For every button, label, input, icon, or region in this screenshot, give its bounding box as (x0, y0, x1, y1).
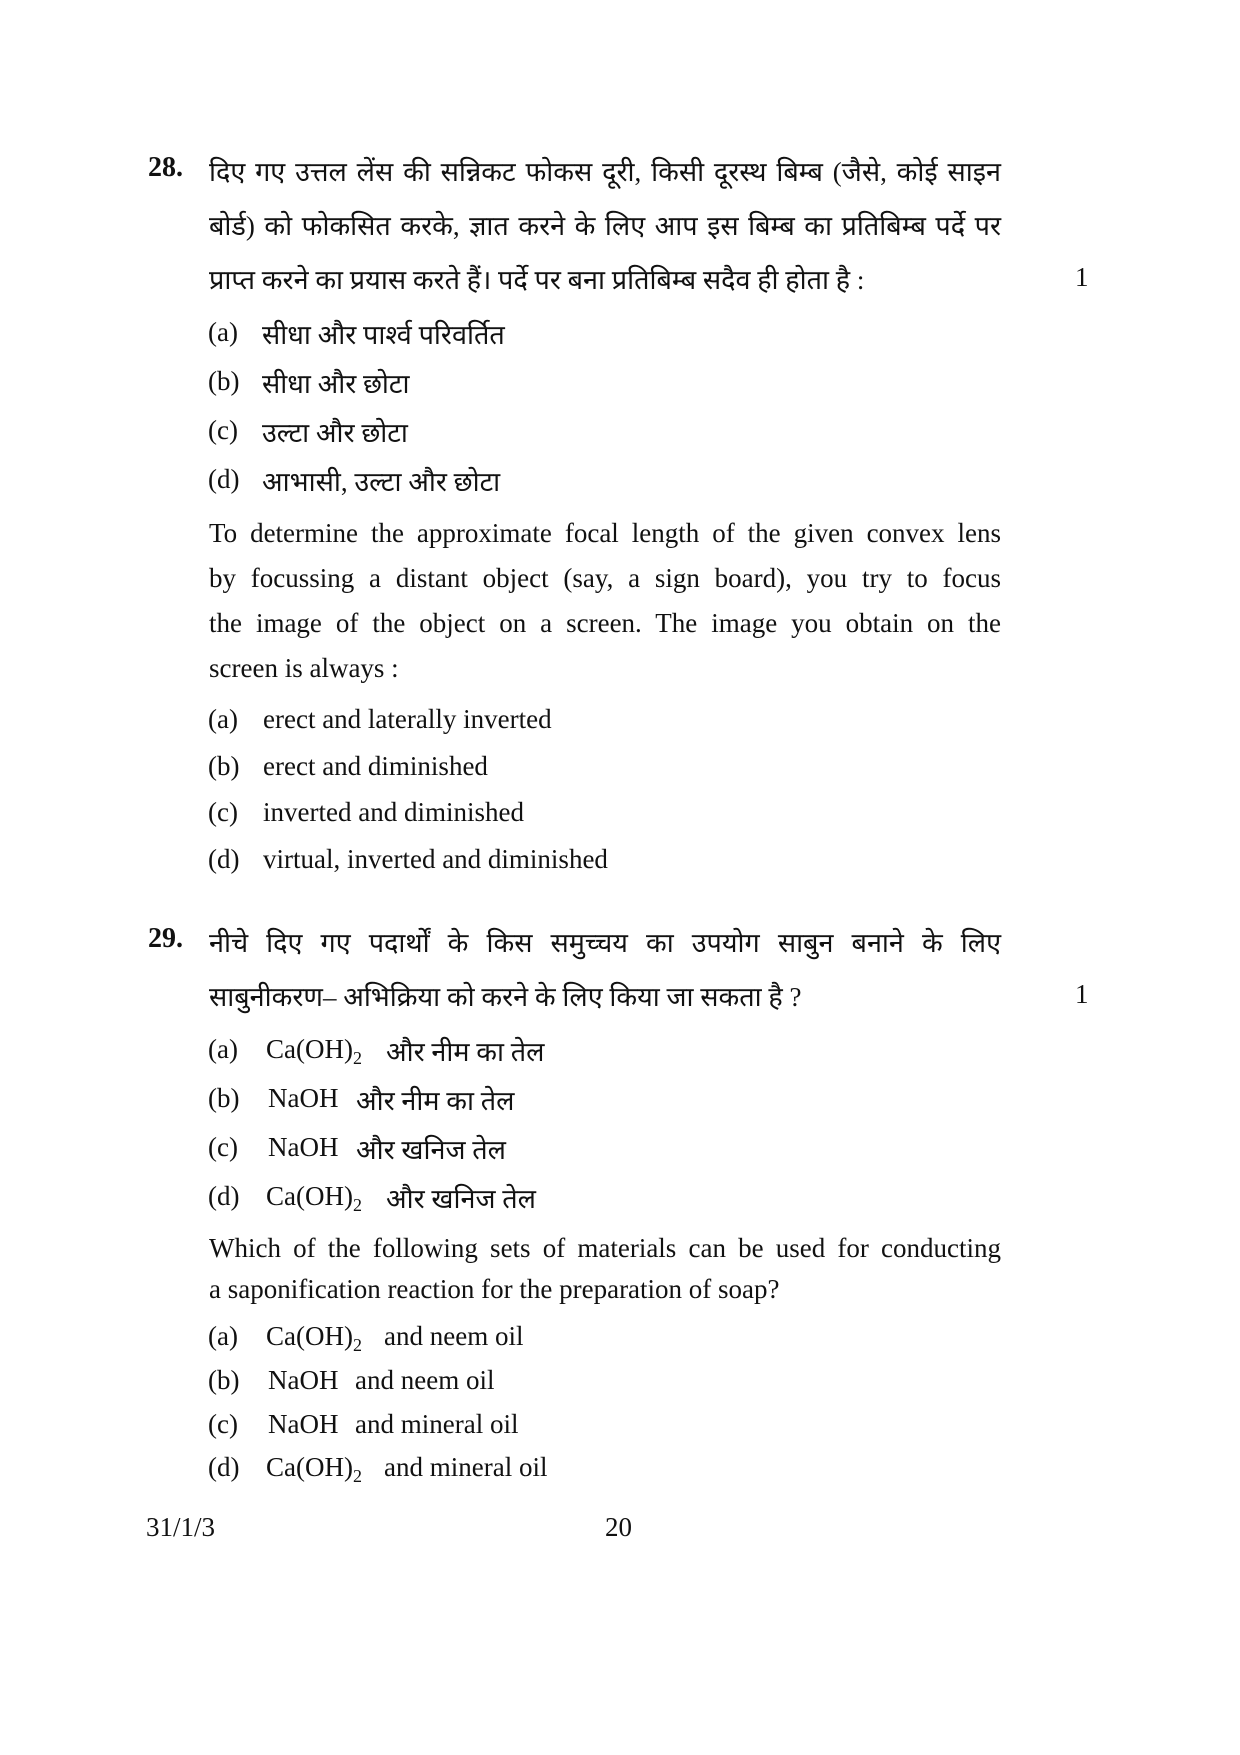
option-label: (c) (208, 1132, 238, 1162)
question-number: 28. (148, 152, 183, 183)
option-formula (266, 1452, 362, 1486)
option-text: and neem oil (355, 1365, 495, 1395)
option-label: (d) (208, 1452, 240, 1482)
option-text: erect and laterally inverted (263, 704, 552, 734)
option-label: (b) (208, 366, 240, 396)
question-english-line: Which of the following sets of materials can be used for conducting (209, 1233, 1001, 1263)
option-text: और नीम का तेल (356, 1086, 515, 1116)
option-text: virtual, inverted and diminished (263, 844, 608, 874)
formula-base: Ca(OH) (266, 1034, 353, 1064)
option-label: (b) (208, 751, 240, 781)
option-label: (a) (208, 317, 238, 347)
option-text: और खनिज तेल (356, 1135, 506, 1165)
option-label: (d) (208, 1181, 240, 1211)
question-hindi-line: दिए गए उत्तल लेंस की सन्निकट फोकस दूरी, किसी दूरस्थ बिम्ब (जैसे, कोई साइन (209, 157, 1001, 187)
option-formula (266, 1034, 362, 1068)
option-text: inverted and diminished (263, 797, 524, 827)
question-english-line: a saponification reaction for the preparation of soap? (209, 1274, 780, 1304)
option-text: erect and diminished (263, 751, 488, 781)
option-formula: NaOH (268, 1083, 339, 1113)
option-text: and neem oil (384, 1321, 524, 1351)
option-text: सीधा और छोटा (262, 369, 410, 399)
option-label: (a) (208, 1034, 238, 1064)
question-hindi-line: बोर्ड) को फोकसित करके, ज्ञात करने के लिए आप इस बिम्ब का प्रतिबिम्ब पर्दे पर (209, 211, 1001, 241)
question-english-line: the image of the object on a screen. The image you obtain on the (209, 608, 1001, 638)
option-label: (a) (208, 704, 238, 734)
option-text: और नीम का तेल (386, 1037, 545, 1067)
option-label: (c) (208, 415, 238, 445)
formula-subscript: 2 (352, 1335, 362, 1355)
question-hindi-line: प्राप्त करने का प्रयास करते हैं। पर्दे पर बना प्रतिबिम्ब सदैव ही होता है : (209, 265, 865, 295)
formula-subscript: 2 (352, 1048, 362, 1068)
option-text: and mineral oil (355, 1409, 519, 1439)
paper-code: 31/1/3 (146, 1512, 216, 1542)
formula-subscript: 2 (352, 1466, 362, 1486)
option-text: and mineral oil (384, 1452, 548, 1482)
option-label: (b) (208, 1365, 240, 1395)
formula-base: Ca(OH) (266, 1452, 353, 1482)
page-number: 20 (605, 1512, 632, 1542)
option-formula: NaOH (268, 1132, 339, 1162)
option-label: (b) (208, 1083, 240, 1113)
formula-subscript: 2 (352, 1195, 362, 1215)
option-formula (266, 1321, 362, 1355)
question-english-line: by focussing a distant object (say, a sign board), you try to focus (209, 563, 1001, 593)
question-number: 29. (148, 923, 183, 954)
formula-base: Ca(OH) (266, 1181, 353, 1211)
option-label: (c) (208, 1409, 238, 1439)
option-formula: NaOH (268, 1409, 339, 1439)
marks-value: 1 (1075, 262, 1089, 292)
option-label: (c) (208, 797, 238, 827)
option-text: और खनिज तेल (386, 1184, 536, 1214)
option-label: (d) (208, 844, 240, 874)
question-hindi-line: नीचे दिए गए पदार्थों के किस समुच्चय का उपयोग साबुन बनाने के लिए (209, 928, 1001, 958)
question-english-line: To determine the approximate focal length of the given convex lens (209, 518, 1001, 548)
marks-value: 1 (1075, 979, 1089, 1009)
question-english-line: screen is always : (209, 653, 399, 683)
option-text: उल्टा और छोटा (262, 418, 408, 448)
formula-base: Ca(OH) (266, 1321, 353, 1351)
option-formula: NaOH (268, 1365, 339, 1395)
question-hindi-line: साबुनीकरण– अभिक्रिया को करने के लिए किया जा सकता है ? (209, 982, 802, 1012)
option-formula (266, 1181, 362, 1215)
option-label: (a) (208, 1321, 238, 1351)
option-text: सीधा और पार्श्व परिवर्तित (262, 320, 505, 350)
option-label: (d) (208, 464, 240, 494)
option-text: आभासी, उल्टा और छोटा (262, 467, 501, 497)
